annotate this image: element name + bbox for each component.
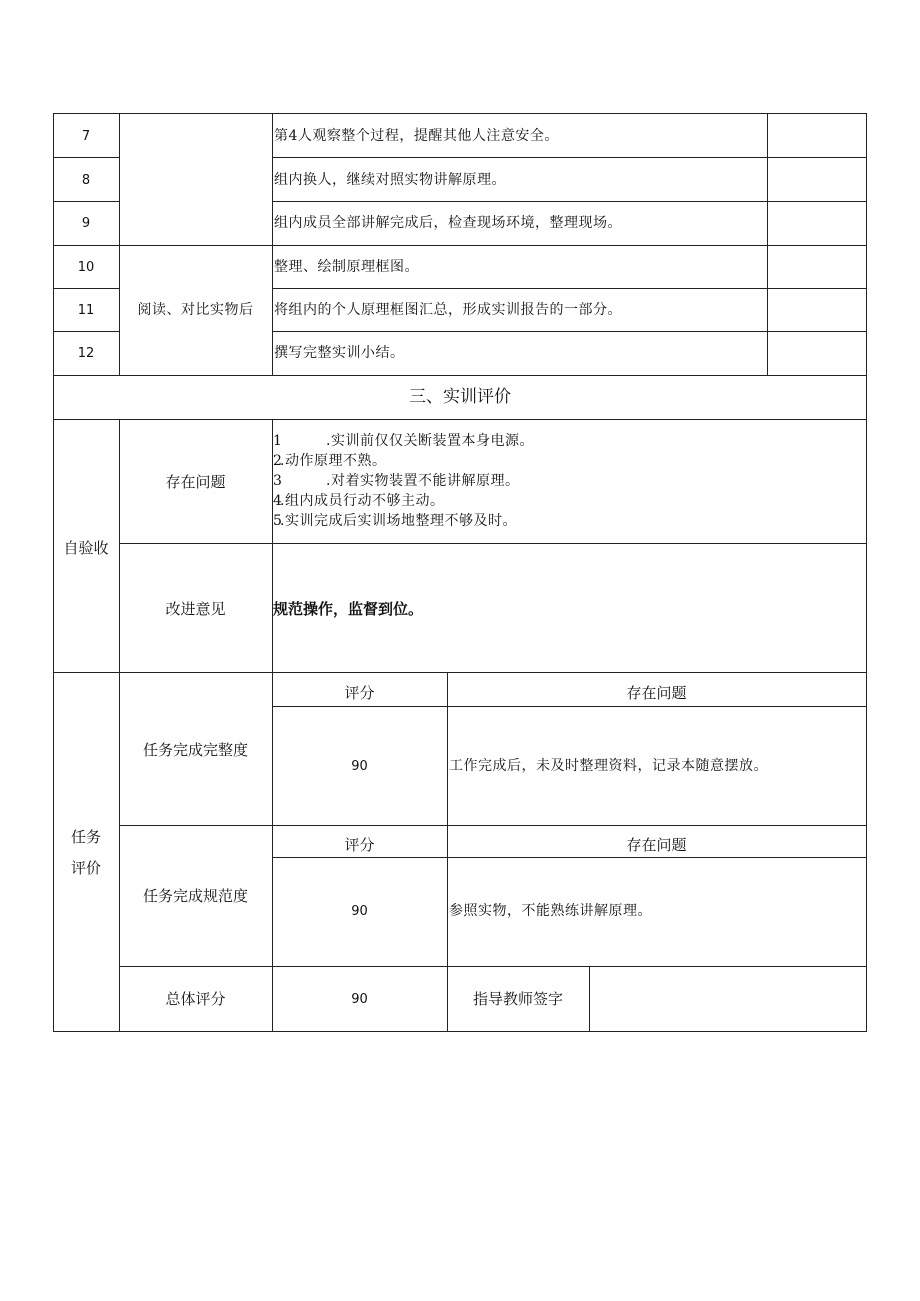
standard-score: 90 [351,904,368,919]
rule [53,113,54,1032]
section-title: 三、实训评价 [409,387,511,407]
score-header: 评分 [344,836,375,854]
rule [767,113,768,376]
problem-text: .实训完成后实训场地整理不够及时。 [280,513,517,529]
completeness-label: 任务完成完整度 [142,741,248,759]
step-text: 组内成员全部讲解完成后，检查现场环境，整理现场。 [274,215,622,231]
rule [272,113,273,376]
problem-text: .组内成员行动不够主动。 [280,493,445,509]
score-header: 评分 [344,684,375,702]
total-score: 90 [351,992,368,1007]
problem-number: 4 [273,493,283,509]
rule [589,966,590,1032]
rule [272,288,867,289]
rule [53,157,119,158]
rule [53,113,867,114]
problem-number: 5 [273,513,283,529]
problem-text: .动作原理不熟。 [280,453,387,469]
problem-header: 存在问题 [626,684,687,702]
step-text: 将组内的个人原理框图汇总，形成实训报告的一部分。 [274,302,622,318]
problem-header: 存在问题 [626,836,687,854]
rule [866,113,867,1032]
rule [272,331,867,332]
rule [119,543,867,544]
total-score-label: 总体评分 [165,990,226,1008]
step-number: 12 [77,346,95,361]
rule [119,825,867,826]
improve-label: 改进意见 [165,600,226,618]
step-number: 8 [81,173,91,188]
task-eval-label-line2: 评价 [70,859,101,877]
rule [53,375,867,376]
rule [53,672,867,673]
step-group-label: 阅读、对比实物后 [137,302,254,318]
step-text: 组内换人，继续对照实物讲解原理。 [274,172,506,188]
problem-text: .对着实物装置不能讲解原理。 [326,473,520,489]
rule [53,1031,867,1032]
standard-problem: 参照实物，不能熟练讲解原理。 [449,903,652,919]
step-number: 10 [77,260,95,275]
completeness-score: 90 [351,759,368,774]
teacher-sign-label: 指导教师签字 [472,990,563,1008]
step-number: 9 [81,216,91,231]
rule [272,201,867,202]
standard-label: 任务完成规范度 [142,887,248,905]
rule [119,419,120,1032]
problems-label: 存在问题 [165,473,226,491]
problem-text: .实训前仅仅关断装置本身电源。 [326,433,534,449]
step-number: 11 [77,303,95,318]
rule [53,288,119,289]
rule [272,419,273,1032]
rule [272,706,867,707]
rule [272,857,867,858]
rule [53,419,867,420]
completeness-problem: 工作完成后，未及时整理资料，记录本随意摆放。 [449,758,768,774]
step-text: 第4人观察整个过程，提醒其他人注意安全。 [274,128,559,144]
rule [119,966,867,967]
rule [53,331,119,332]
step-text: 整理、绘制原理框图。 [274,259,419,275]
rule [53,201,119,202]
rule [119,113,120,376]
task-eval-label-line1: 任务 [70,828,101,846]
problem-number: 1 [273,433,283,449]
rule [272,157,867,158]
step-number: 7 [81,129,91,144]
improve-text: 规范操作，监督到位。 [273,600,424,618]
problem-number: 2 [273,453,283,469]
self-check-label: 自验收 [63,539,109,557]
rule [53,245,867,246]
problem-number: 3 [273,473,283,489]
step-text: 撰写完整实训小结。 [274,345,405,361]
